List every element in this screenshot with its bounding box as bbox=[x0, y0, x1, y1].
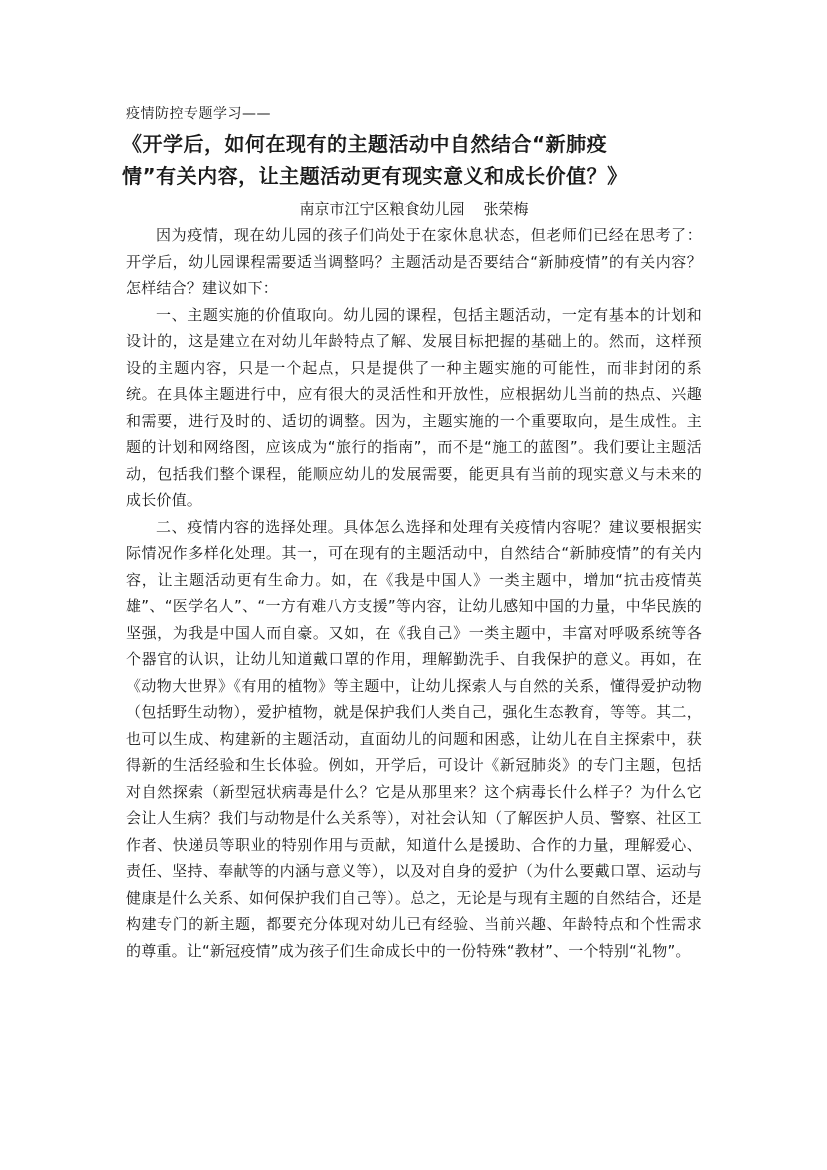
series-label: 疫情防控专题学习—— bbox=[126, 106, 271, 122]
title-line-1: 《开学后，如何在现有的主题活动中自然结合“新肺疫 bbox=[122, 132, 608, 156]
paragraph-section-2: 二、疫情内容的选择处理。具体怎么选择和处理有关疫情内容呢？建议要根据实际情况作多样化处理。其一，可在现有的主题活动中，自然结合“新肺疫情”的有关内容，让主题活动更有生命力。如，在《我是中国人》一类主题中，增加“抗击疫情英雄”、“医学名人”、“一方有难八方支援”等内容，让幼儿感知中国的力量，中华民族的坚强，为我是中国人而自豪。又如，在《我自己》一类主题中，丰富对呼吸系统等各个器官的认识，让幼儿知道戴口罩的作用，理解勤洗手、自我保护的意义。再如，在《动物大世界》《有用的植物》等主题中，让幼儿探索人与自然的关系，懂得爱护动物（包括野生动物），爱护植物，就是保护我们人类自己，强化生态教育，等等。其二，也可以生成、构建新的主题活动，直面幼儿的问题和困惑，让幼儿在自主探索中，获得新的生活经验和生长体验。例如，开学后，可设计《新冠肺炎》的专门主题，包括对自然探索（新型冠状病毒是什么？它是从那里来？这个病毒长什么样子？为什么它会让人生病？我们与动物是什么关系等），对社会认知（了解医护人员、警察、社区工作者、快递员等职业的特别作用与贡献，知道什么是援助、合作的力量，理解爱心、责任、坚持、奉献等的内涵与意义等），以及对自身的爱护（为什么要戴口罩、运动与健康是什么关系、如何保护我们自己等）。总之，无论是与现有主题的自然结合，还是构建专门的新主题，都要充分体现对幼儿已有经验、当前兴趣、年龄特点和个性需求的尊重。让“新冠疫情”成为孩子们生命成长中的一份特殊“教材”、一个特别“礼物”。 bbox=[126, 517, 702, 960]
title-line-2: 情”有关内容，让主题活动更有现实意义和成长价值？》 bbox=[122, 164, 628, 188]
paragraph-section-1: 一、主题实施的价值取向。幼儿园的课程，包括主题活动，一定有基本的计划和设计的，这是建立在对幼儿年龄特点了解、发展目标把握的基础上的。然而，这样预设的主题内容，只是一个起点，只是提供了一种主题实施的可能性，而非封闭的系统。在具体主题进行中，应有很大的灵活性和开放性，应根据幼儿当前的热点、兴趣和需要，进行及时的、适切的调整。因为，主题实施的一个重要取向，是生成性。主题的计划和网络图，应该成为“旅行的指南”，而不是“施工的蓝图”。我们要让主题活动，包括我们整个课程，能顺应幼儿的发展需要，能更具有当前的现实意义与未来的成长价值。 bbox=[126, 305, 702, 509]
document-page bbox=[122, 104, 702, 964]
document-title bbox=[122, 128, 702, 192]
author-line: 南京市江宁区粮食幼儿园 张荣梅 bbox=[299, 200, 529, 218]
paragraph-intro: 因为疫情，现在幼儿园的孩子们尚处于在家休息状态，但老师们已经在思考了：开学后，幼儿园课程需要适当调整吗？主题活动是否要结合“新肺疫情”的有关内容？怎样结合？建议如下： bbox=[126, 226, 702, 297]
